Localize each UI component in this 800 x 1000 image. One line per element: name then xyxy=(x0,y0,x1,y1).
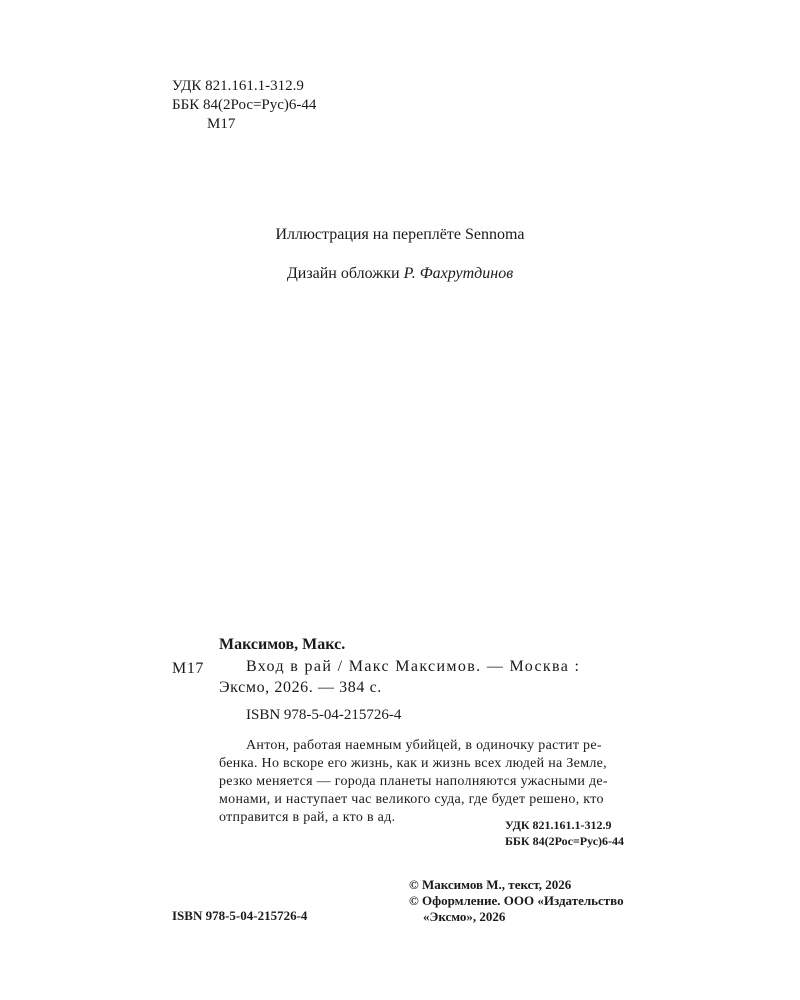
annotation-line-2: бенка. Но вскоре его жизнь, как и жизнь всех людей на Земле, xyxy=(219,756,607,771)
copyright-publisher: «Эксмо», 2026 xyxy=(423,909,506,924)
annotation-line-4: монами, и наступает час великого суда, где будет решено, кто xyxy=(219,792,604,807)
illustration-artist: Sennoma xyxy=(464,226,525,243)
bbk-code: ББК 84(2Рос=Рус)6-44 xyxy=(172,97,317,113)
author-mark: М17 xyxy=(207,116,236,132)
udk-code: УДК 821.161.1-312.9 xyxy=(172,78,304,94)
cover-design-credit xyxy=(0,265,800,283)
card-imprint-line: Эксмо, 2026. — 384 с. xyxy=(219,679,382,696)
annotation-line-5: отправится в рай, а кто в ад. xyxy=(219,810,396,825)
card-title-line: Вход в рай / Макс Максимов. — Москва : xyxy=(246,658,581,675)
card-udk: УДК 821.161.1-312.9 xyxy=(505,818,612,832)
card-author-mark: М17 xyxy=(172,660,205,677)
illustration-credit xyxy=(0,226,800,244)
design-label: Дизайн обложки xyxy=(286,265,400,282)
card-author: Максимов, Макс. xyxy=(219,636,346,653)
annotation-line-3: резко меняется — города планеты наполняются ужасными де- xyxy=(219,774,608,789)
illustration-label: Иллюстрация на переплёте xyxy=(275,226,461,243)
copyright-design: © Оформление. ООО «Издательство xyxy=(409,893,624,908)
footer-isbn: ISBN 978-5-04-215726-4 xyxy=(172,908,308,923)
card-bbk: ББК 84(2Рос=Рус)6-44 xyxy=(505,834,625,848)
card-isbn: ISBN 978-5-04-215726-4 xyxy=(246,707,402,723)
copyright-text: © Максимов М., текст, 2026 xyxy=(409,877,572,892)
design-artist: Р. Фахрутдинов xyxy=(403,265,514,282)
annotation-line-1: Антон, работая наемным убийцей, в одиночку растит ре- xyxy=(246,738,602,753)
